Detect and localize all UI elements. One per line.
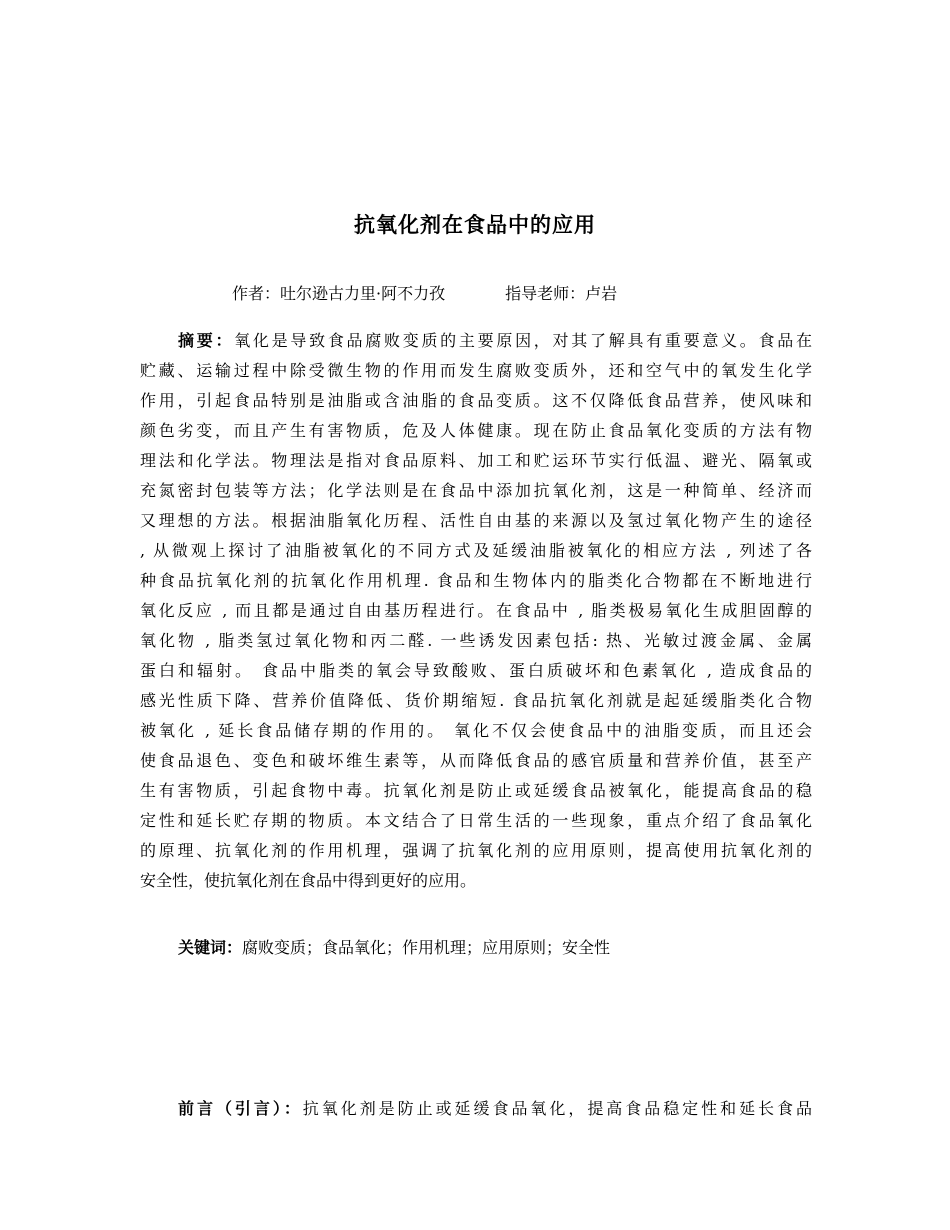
abstract-line: 的原理、抗氧化剂的作用机理，强调了抗氧化剂的应用原则，提高使用抗氧化剂的 <box>140 841 812 860</box>
abstract-line: 贮藏、运输过程中除受微生物的作用而发生腐败变质外，还和空气中的氧发生化学 <box>140 361 812 380</box>
abstract-line: 感光性质下降、营养价值降低、货价期缩短. 食品抗氧化剂就是起延缓脂类化合物 <box>140 691 812 710</box>
abstract-line: 理法和化学法。物理法是指对食品原料、加工和贮运环节实行低温、避光、隔氧或 <box>140 451 812 470</box>
preface-text: 抗氧化剂是防止或延缓食品氧化，提高食品稳定性和延长食品 <box>302 1099 812 1118</box>
abstract-line: 安全性，使抗氧化剂在食品中得到更好的应用。 <box>140 871 477 890</box>
keywords-section <box>178 933 610 963</box>
advisor-name: 指导老师：卢岩 <box>505 284 618 303</box>
author-name: 作者：吐尔逊古力里·阿不力孜 <box>232 284 446 303</box>
abstract-line: 定性和延长贮存期的物质。本文结合了日常生活的一些现象，重点介绍了食品氧化 <box>140 811 812 830</box>
abstract-line: 生有害物质，引起食物中毒。抗氧化剂是防止或延缓食品被氧化，能提高食品的稳 <box>140 781 812 800</box>
keywords-label: 关键词： <box>178 938 243 957</box>
abstract-label: 摘要： <box>178 331 235 350</box>
abstract-section <box>140 326 812 896</box>
abstract-line: 蛋白和辐射。 食品中脂类的氧会导致酸败、蛋白质破坏和色素氧化 , 造成食品的 <box>140 661 812 680</box>
preface-section <box>178 1094 812 1124</box>
abstract-paragraph <box>140 326 812 896</box>
abstract-line: 又理想的方法。根据油脂氧化历程、活性自由基的来源以及氢过氧化物产生的途径 <box>140 511 812 530</box>
abstract-line: 种食品抗氧化剂的抗氧化作用机理. 食品和生物体内的脂类化合物都在不断地进行 <box>140 571 812 590</box>
abstract-line: 充氮密封包装等方法；化学法则是在食品中添加抗氧化剂，这是一种简单、经济而 <box>140 481 812 500</box>
abstract-line: 氧化反应 , 而且都是通过自由基历程进行。在食品中 , 脂类极易氧化生成胆固醇的 <box>140 601 812 620</box>
abstract-line: 颜色劣变，而且产生有害物质，危及人体健康。现在防止食品氧化变质的方法有物 <box>140 421 812 440</box>
abstract-line: 使食品退色、变色和破坏维生素等，从而降低食品的感官质量和营养价值，甚至产 <box>140 751 812 770</box>
preface-label: 前言（引言）： <box>178 1099 303 1118</box>
abstract-line: 摘要：氧化是导致食品腐败变质的主要原因，对其了解具有重要意义。食品在 <box>178 331 812 350</box>
abstract-line: 氧化物 , 脂类氢过氧化物和丙二醛. 一些诱发因素包括: 热、光敏过渡金属、金属 <box>140 631 812 650</box>
abstract-line: , 从微观上探讨了油脂被氧化的不同方式及延缓油脂被氧化的相应方法 , 列述了各 <box>140 541 812 560</box>
abstract-line: 作用，引起食品特别是油脂或含油脂的食品变质。这不仅降低食品营养，使风味和 <box>140 391 812 410</box>
keywords-text: 腐败变质；食品氧化；作用机理；应用原则；安全性 <box>242 938 611 957</box>
author-line <box>232 281 617 307</box>
abstract-line: 被氧化 , 延长食品储存期的作用的。 氧化不仅会使食品中的油脂变质，而且还会 <box>140 721 812 740</box>
paper-title: 抗氧化剂在食品中的应用 <box>354 213 596 237</box>
